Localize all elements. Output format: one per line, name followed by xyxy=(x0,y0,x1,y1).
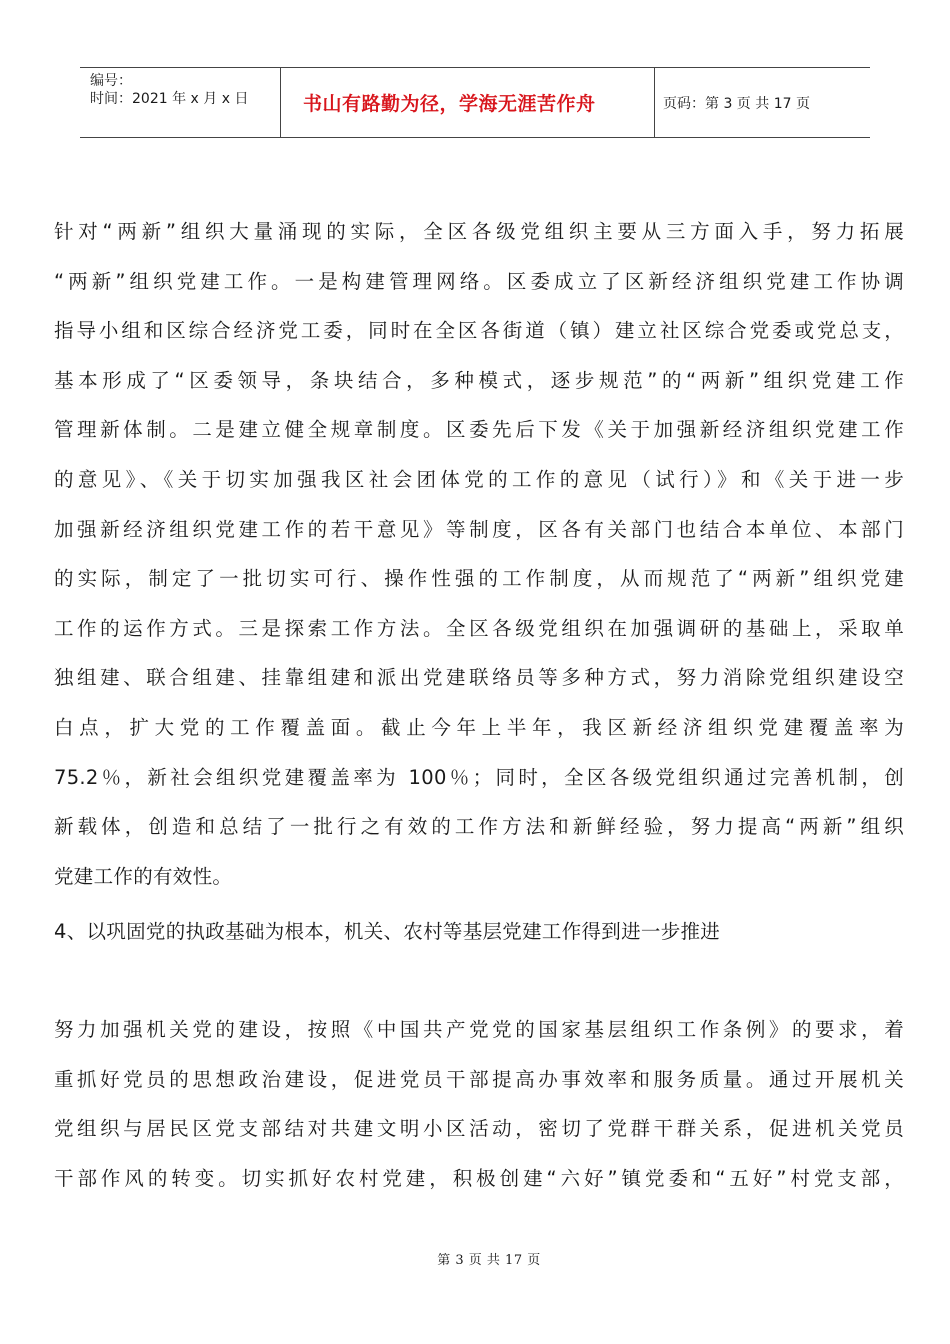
header-meta-cell xyxy=(80,68,281,137)
header-motto: 书山有路勤为径，学海无涯苦作舟 xyxy=(303,93,596,115)
document-date: 时间：2021 年 x 月 x 日 xyxy=(90,91,249,107)
paragraph-line: 的意见》、《关于切实加强我区社会团体党的工作的意见（试行）》和《关于进一步 xyxy=(54,467,904,491)
paragraph-line: 白点，扩大党的工作覆盖面。截止今年上半年，我区新经济组织党建覆盖率为 xyxy=(54,715,904,739)
header-page-code: 页码：第 3 页 共 17 页 xyxy=(663,95,810,112)
paragraph-party-building xyxy=(54,1005,904,1203)
paragraph-line: 党组织与居民区党支部结对共建文明小区活动，密切了党群干群关系，促进机关党员 xyxy=(54,1117,904,1141)
paragraph-line: 针对“两新”组织大量涌现的实际，全区各级党组织主要从三方面入手，努力拓展 xyxy=(54,220,904,243)
document-header xyxy=(80,67,870,138)
header-page-cell xyxy=(655,68,870,137)
paragraph-line: “两新”组织党建工作。一是构建管理网络。区委成立了区新经济组织党建工作协调 xyxy=(54,269,904,293)
paragraph-line: 管理新体制。二是建立健全规章制度。区委先后下发《关于加强新经济组织党建工作 xyxy=(54,418,904,442)
paragraph-line: 独组建、联合组建、挂靠组建和派出党建联络员等多种方式，努力消除党组织建设空 xyxy=(54,666,904,690)
section-heading-4: 4、以巩固党的执政基础为根本，机关、农村等基层党建工作得到进一步推进 xyxy=(54,920,721,943)
paragraph-two-new-organizations xyxy=(54,207,904,901)
paragraph-line: 加强新经济组织党建工作的若干意见》等制度，区各有关部门也结合本单位、本部门 xyxy=(54,517,904,541)
paragraph-line: 工作的运作方式。三是探索工作方法。全区各级党组织在加强调研的基础上，采取单 xyxy=(54,616,904,640)
paragraph-line: 重抓好党员的思想政治建设，促进党员干部提高办事效率和服务质量。通过开展机关 xyxy=(54,1067,904,1091)
paragraph-line: 指导小组和区综合经济党工委，同时在全区各街道（镇）建立社区综合党委或党总支， xyxy=(54,319,904,343)
paragraph-line: 的实际，制定了一批切实可行、操作性强的工作制度，从而规范了“两新”组织党建 xyxy=(54,567,904,591)
document-number-label: 编号： xyxy=(90,73,132,89)
page-footer: 第 3 页 共 17 页 xyxy=(437,1253,541,1268)
paragraph-line: 基本形成了“区委领导，条块结合，多种模式，逐步规范”的“两新”组织党建工作 xyxy=(54,368,904,392)
paragraph-line: 干部作风的转变。切实抓好农村党建，积极创建“六好”镇党委和“五好”村党支部， xyxy=(54,1166,904,1190)
header-motto-cell xyxy=(281,68,655,137)
paragraph-line: 新载体，创造和总结了一批行之有效的工作方法和新鲜经验，努力提高“两新”组织 xyxy=(54,815,904,839)
paragraph-line: 75.2％，新社会组织党建覆盖率为 100％；同时，全区各级党组织通过完善机制，创 xyxy=(54,765,904,789)
paragraph-line: 努力加强机关党的建设，按照《中国共产党党的国家基层组织工作条例》的要求，着 xyxy=(54,1018,904,1041)
paragraph-line: 党建工作的有效性。 xyxy=(54,864,233,888)
